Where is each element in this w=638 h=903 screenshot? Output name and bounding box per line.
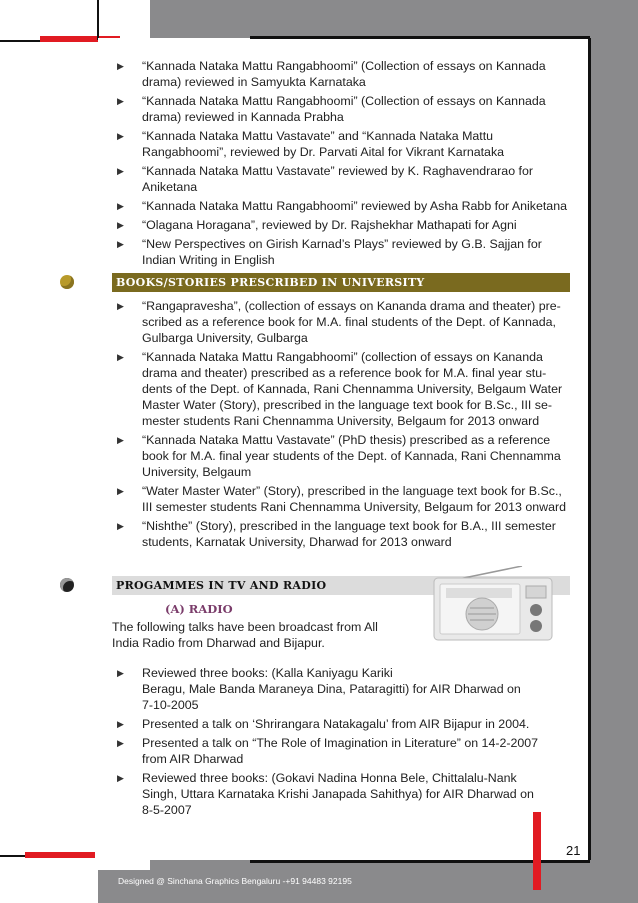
section-heading-tv-radio: PROGAMMES IN TV AND RADIO — [112, 576, 570, 595]
footer-credit: Designed @ Sinchana Graphics Bengaluru -+91 94483 92195 — [118, 876, 352, 886]
red-accent-bottom — [25, 852, 95, 858]
list-item: ▶ “Kannada Nataka Mattu Vastavate” reviewed by K. Raghavendrarao for Aniketana — [117, 164, 533, 194]
triangle-bullet-icon: ▶ — [117, 521, 124, 531]
triangle-bullet-icon: ▶ — [117, 486, 124, 496]
list-item: ▶ Reviewed three books: (Gokavi Nadina Honna Bele, Chittalalu-Nank Singh, Uttara Karnataka Krishi Janapada Sahithya) for AIR Dharwad on 8-5-2007 — [117, 771, 534, 817]
triangle-bullet-icon: ▶ — [117, 435, 124, 445]
list-item: ▶ “Olagana Horagana”, reviewed by Dr. Rajshekhar Mathapati for Agni — [117, 218, 517, 232]
list-item: ▶ “Kannada Nataka Mattu Rangabhoomi” (Collection of essays on Kannada drama) reviewed in Kannada Prabha — [117, 94, 546, 124]
triangle-bullet-icon: ▶ — [117, 220, 124, 230]
list-item: ▶ “Rangapravesha”, (collection of essays on Kananda drama and theater) pre- scribed as a reference book for M.A. final students of the Dept. of Kannada, Gulbarga University, Gulbarga — [117, 299, 561, 345]
triangle-bullet-icon: ▶ — [117, 352, 124, 362]
list-item: ▶ “Kannada Nataka Mattu Vastavate” (PhD thesis) prescribed as a reference book for M.A. final year students of the Dept. of Kannada, Rani Chennamma University, Belgaum — [117, 433, 561, 479]
triangle-bullet-icon: ▶ — [117, 719, 124, 729]
triangle-bullet-icon: ▶ — [117, 166, 124, 176]
list-item: ▶ “New Perspectives on Girish Karnad’s Plays” reviewed by G.B. Sajjan for Indian Writing in English — [117, 237, 542, 267]
triangle-bullet-icon: ▶ — [117, 668, 124, 678]
reviews-list — [115, 58, 570, 268]
list-item: ▶ “Kannada Nataka Mattu Vastavate” and “Kannada Nataka Mattu Rangabhoomi”, reviewed by Dr. Parvati Aital for Vikrant Karnataka — [117, 129, 505, 159]
list-item: ▶ Presented a talk on ‘Shrirangara Natakagalu’ from AIR Bijapur in 2004. — [117, 717, 530, 731]
deco-line-left — [97, 0, 99, 40]
triangle-bullet-icon: ▶ — [117, 61, 124, 71]
triangle-bullet-icon: ▶ — [117, 773, 124, 783]
list-item: ▶ Reviewed three books: (Kalla Kaniyagu Kariki Beragu, Male Banda Maraneya Dina, Pataragitti) for AIR Dharwad on 7-10-2005 — [117, 666, 521, 712]
main-content — [112, 58, 570, 821]
radio-intro-text: The following talks have been broadcast from All India Radio from Dharwad and Bijapur. — [112, 620, 378, 650]
list-item: ▶ “Water Master Water” (Story), prescribed in the language text book for B.Sc., III semester students Rani Chennamma University, Belgaum for 2013 onward — [117, 484, 567, 514]
list-item: ▶ “Kannada Nataka Mattu Rangabhoomi” (Collection of essays on Kannada drama) reviewed in Samyukta Karnataka — [117, 59, 546, 89]
section-heading-university: BOOKS/STORIES PRESCRIBED IN UNIVERSITY — [112, 273, 570, 292]
triangle-bullet-icon: ▶ — [117, 301, 124, 311]
list-item: ▶ “Kannada Nataka Mattu Rangabhoomi” reviewed by Asha Rabb for Aniketana — [117, 199, 567, 213]
triangle-bullet-icon: ▶ — [117, 131, 124, 141]
list-item: ▶ “Kannada Nataka Mattu Rangabhoomi” (collection of essays on Kananda drama and theater) prescribed as a reference book for M.A. final year stu- dents of the Dept. of Kannada, Rani Chennamma University, Belgaum Water Master Water (Story), prescribed in the language text book for B.Sc., III se- mester students Rani Chennamma University, Belgaum for 2013 onward — [117, 350, 563, 428]
prescribed-list — [115, 298, 570, 550]
section-dot-icon — [60, 275, 74, 289]
radio-icon — [432, 566, 554, 642]
radio-subheading: (A) RADIO — [165, 602, 233, 616]
paper-top-line — [250, 36, 590, 39]
triangle-bullet-icon: ▶ — [117, 239, 124, 249]
red-accent-right — [533, 812, 541, 890]
section-dot-icon — [60, 578, 74, 592]
list-item: ▶ “Nishthe” (Story), prescribed in the language text book for B.A., III semester students, Karnatak University, Dharwad for 2013 onward — [117, 519, 556, 549]
page-number: 21 — [566, 843, 581, 858]
list-item: ▶ Presented a talk on “The Role of Imagination in Literature” on 14-2-2007 from AIR Dharwad — [117, 736, 539, 766]
deco-line-top-left — [0, 40, 40, 42]
deco-line-bottom-left — [0, 855, 25, 857]
triangle-bullet-icon: ▶ — [117, 738, 124, 748]
triangle-bullet-icon: ▶ — [117, 201, 124, 211]
triangle-bullet-icon: ▶ — [117, 96, 124, 106]
radio-talks-list — [115, 665, 570, 818]
